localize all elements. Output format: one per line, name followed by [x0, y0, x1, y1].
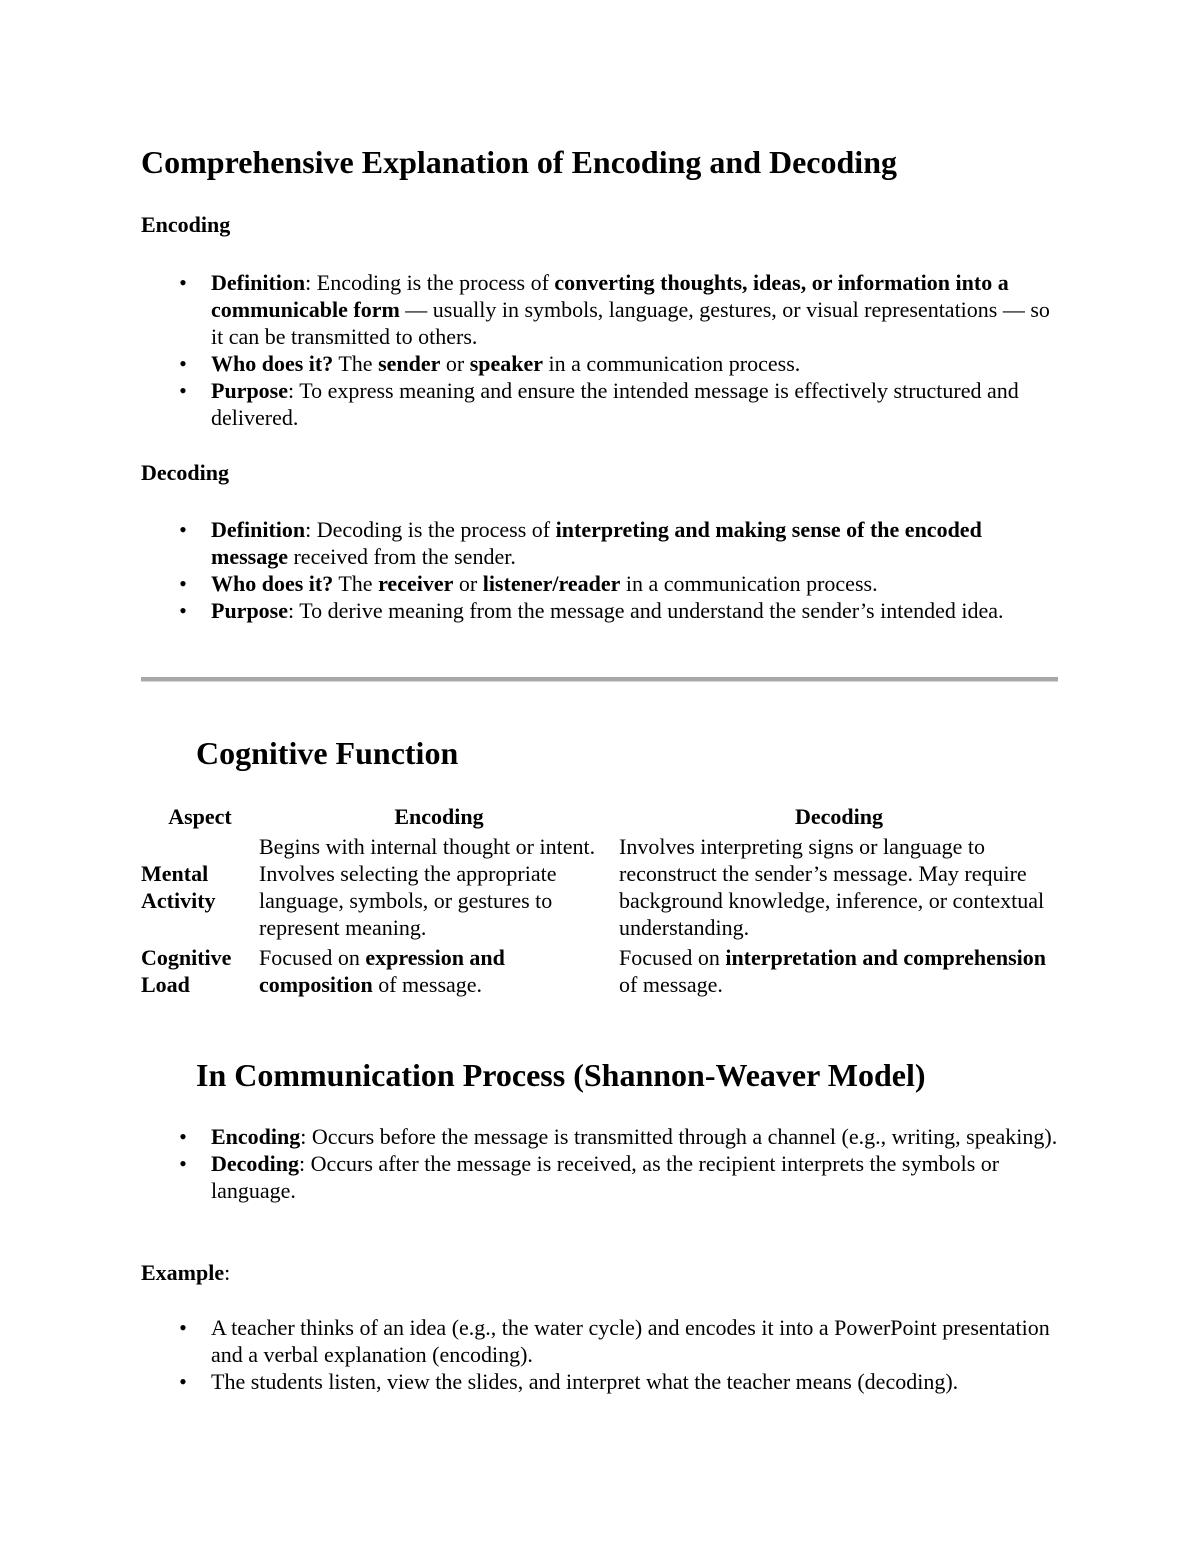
item-label: Definition	[211, 517, 306, 542]
item-label: Decoding	[211, 1151, 299, 1176]
cognitive-heading: Cognitive Function	[196, 735, 459, 771]
list-item: • Purpose: To express meaning and ensure the intended message is effectively structured and delivered.	[141, 377, 1061, 431]
bullet-icon: •	[179, 598, 187, 623]
horizontal-divider	[141, 677, 1058, 682]
communication-heading: In Communication Process (Shannon-Weaver Model)	[196, 1057, 926, 1093]
item-label: Encoding	[211, 1124, 301, 1149]
table-row	[141, 944, 1059, 1001]
bullet-icon: •	[179, 1315, 187, 1340]
bullet-icon: •	[179, 351, 187, 376]
document-title: Comprehensive Explanation of Encoding and Decoding	[141, 144, 897, 180]
bullet-icon: •	[179, 1369, 187, 1394]
item-label: Purpose	[211, 378, 288, 403]
example-list	[141, 1314, 1061, 1395]
table-row	[141, 833, 1059, 944]
encoding-cell: Focused on expression and composition of message.	[259, 945, 505, 997]
column-header-encoding: Encoding	[394, 804, 484, 829]
encoding-list	[141, 269, 1061, 431]
list-item: • Purpose: To derive meaning from the message and understand the sender’s intended idea.	[141, 597, 1061, 624]
list-item: • The students listen, view the slides, and interpret what the teacher means (decoding).	[141, 1368, 1061, 1395]
decoding-cell: Focused on interpretation and comprehension of message.	[619, 945, 1046, 997]
column-header-decoding: Decoding	[795, 804, 883, 829]
table-header-row	[141, 803, 1059, 833]
item-label: Purpose	[211, 598, 288, 623]
encoding-heading: Encoding	[141, 212, 231, 237]
item-label: Who does it?	[211, 571, 334, 596]
list-item: • Encoding: Occurs before the message is transmitted through a channel (e.g., writing, speaking).	[141, 1123, 1061, 1150]
aspect-cell: Cognitive Load	[141, 945, 232, 997]
list-item: • Definition: Decoding is the process of interpreting and making sense of the encoded message received from the sender.	[141, 516, 1061, 570]
list-item: • Definition: Encoding is the process of converting thoughts, ideas, or information into a communicable form — usually in symbols, language, gestures, or visual representations — so it can be transmitted to others.	[141, 269, 1061, 350]
list-item: • Decoding: Occurs after the message is received, as the recipient interprets the symbols or language.	[141, 1150, 1061, 1204]
item-label: Definition	[211, 270, 306, 295]
bullet-icon: •	[179, 1151, 187, 1176]
list-item: • Who does it? The receiver or listener/reader in a communication process.	[141, 570, 1061, 597]
communication-list	[141, 1123, 1061, 1204]
decoding-list	[141, 516, 1061, 624]
decoding-cell: Involves interpreting signs or language to reconstruct the sender’s message. May require background knowledge, inference, or contextual understanding.	[619, 834, 1045, 940]
decoding-heading: Decoding	[141, 460, 229, 485]
list-item: • A teacher thinks of an idea (e.g., the water cycle) and encodes it into a PowerPoint presentation and a verbal explanation (encoding).	[141, 1314, 1061, 1368]
column-header-aspect: Aspect	[168, 804, 232, 829]
item-label: Who does it?	[211, 351, 334, 376]
bullet-icon: •	[179, 378, 187, 403]
encoding-cell: Begins with internal thought or intent. Involves selecting the appropriate language, symbols, or gestures to represent meaning.	[259, 834, 596, 940]
bullet-icon: •	[179, 1124, 187, 1149]
example-label: Example:	[141, 1260, 231, 1285]
bullet-icon: •	[179, 270, 187, 295]
bullet-icon: •	[179, 517, 187, 542]
cognitive-table	[141, 803, 1059, 1001]
list-item: • Who does it? The sender or speaker in a communication process.	[141, 350, 1061, 377]
bullet-icon: •	[179, 571, 187, 596]
aspect-cell: Mental Activity	[141, 861, 216, 913]
